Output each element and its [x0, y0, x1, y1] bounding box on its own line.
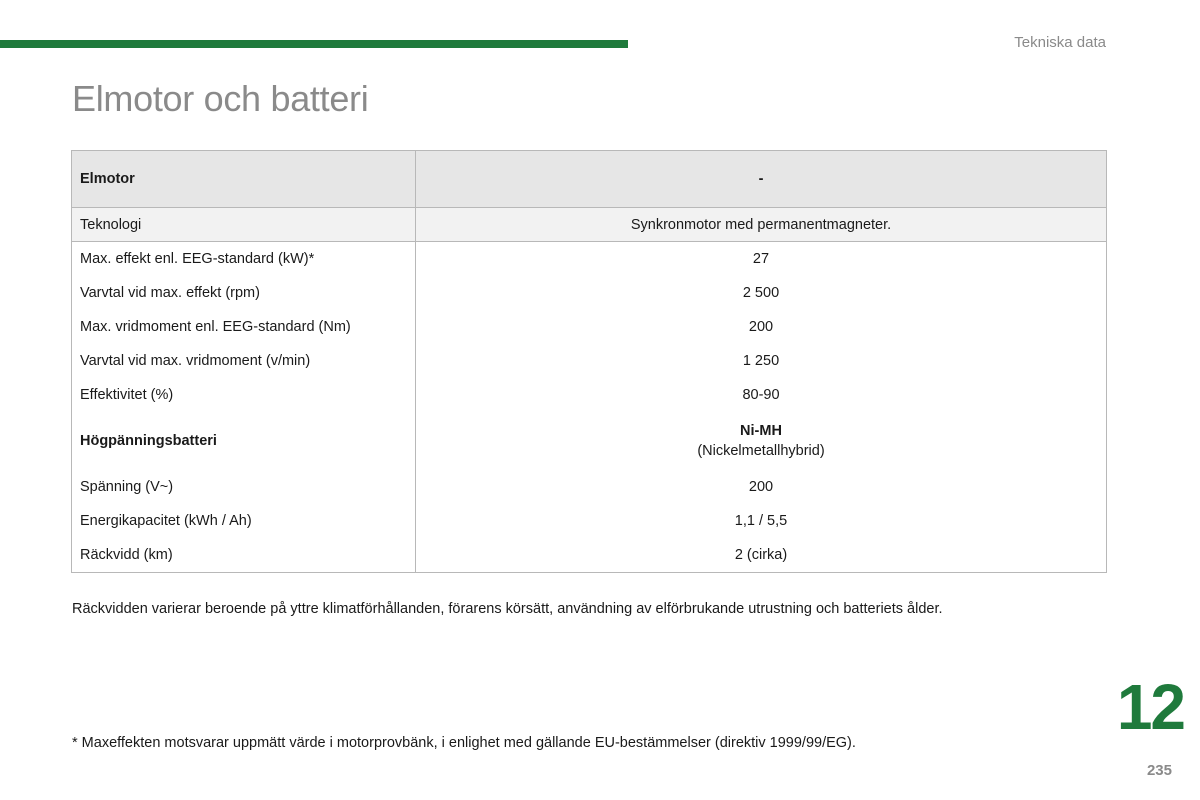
- row-value: 2 (cirka): [416, 538, 1107, 573]
- page-number: 235: [1146, 762, 1172, 779]
- battery-type: Ni-MH: [740, 423, 782, 439]
- row-label: Räckvidd (km): [72, 538, 416, 573]
- technology-value: Synkronmotor med permanentmagneter.: [416, 208, 1107, 242]
- table-row: [72, 378, 1107, 412]
- row-label: Varvtal vid max. vridmoment (v/min): [72, 344, 416, 378]
- table-row: [72, 242, 1107, 277]
- battery-row: [72, 412, 1107, 470]
- table-row: [72, 538, 1107, 573]
- row-label: Effektivitet (%): [72, 378, 416, 412]
- row-value: 27: [416, 242, 1107, 277]
- header-value: -: [416, 151, 1107, 208]
- range-note: Räckvidden varierar beroende på yttre klimatförhållanden, förarens körsätt, användning av elförbrukande utrustning och batteriets ålder.: [72, 601, 943, 617]
- battery-label: Högpänningsbatteri: [72, 412, 416, 470]
- header-label: Elmotor: [72, 151, 416, 208]
- row-label: Spänning (V~): [72, 470, 416, 504]
- row-value: 80-90: [416, 378, 1107, 412]
- row-value: 200: [416, 470, 1107, 504]
- table-row: [72, 276, 1107, 310]
- header-accent-bar: [0, 40, 628, 48]
- table-row: [72, 504, 1107, 538]
- row-value: 2 500: [416, 276, 1107, 310]
- table-header-row: [72, 151, 1107, 208]
- battery-description: (Nickelmetallhybrid): [697, 443, 825, 459]
- row-value: 200: [416, 310, 1107, 344]
- spec-table: [71, 150, 1107, 573]
- row-value: 1 250: [416, 344, 1107, 378]
- row-label: Varvtal vid max. effekt (rpm): [72, 276, 416, 310]
- row-value: 1,1 / 5,5: [416, 504, 1107, 538]
- table-row: [72, 344, 1107, 378]
- chapter-number: 12: [1116, 671, 1184, 743]
- technology-label: Teknologi: [72, 208, 416, 242]
- page-title: Elmotor och batteri: [72, 78, 369, 119]
- section-name: Tekniska data: [1014, 34, 1106, 51]
- table-row: [72, 470, 1107, 504]
- footnote: * Maxeffekten motsvarar uppmätt värde i motorprovbänk, i enlighet med gällande EU-bestämmelser (direktiv 1999/99/EG).: [72, 735, 856, 751]
- row-label: Max. effekt enl. EEG-standard (kW)*: [72, 242, 416, 277]
- row-label: Max. vridmoment enl. EEG-standard (Nm): [72, 310, 416, 344]
- table-row: [72, 310, 1107, 344]
- technology-row: [72, 208, 1107, 242]
- battery-value: [416, 412, 1107, 470]
- row-label: Energikapacitet (kWh / Ah): [72, 504, 416, 538]
